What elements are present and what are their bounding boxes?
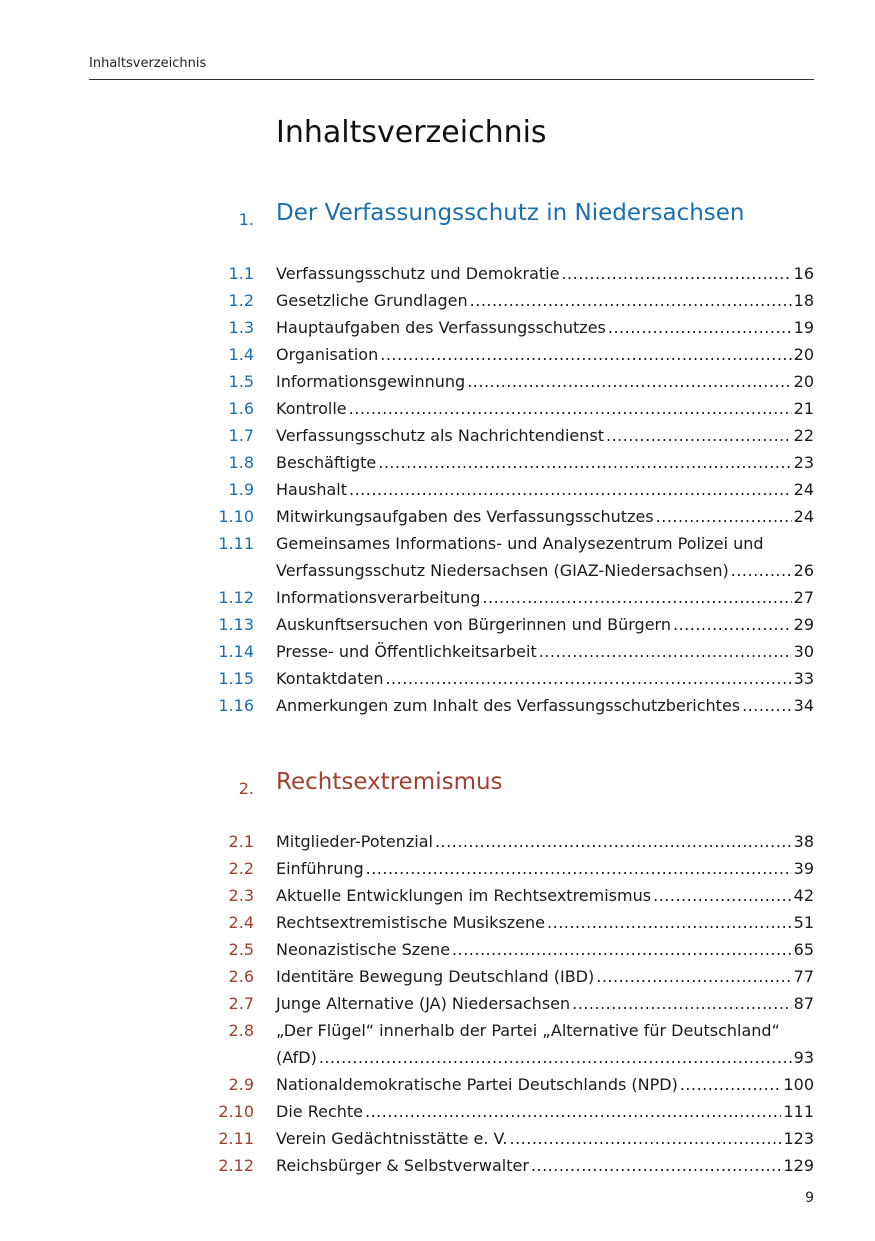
toc-entry-text	[276, 638, 814, 665]
toc-entry[interactable]	[0, 314, 875, 341]
toc-entry-number: 2.10	[218, 1102, 254, 1121]
chapter-number: 1.	[238, 210, 254, 229]
toc-entry-text	[276, 665, 814, 692]
toc-entry-page: 23	[793, 453, 814, 472]
toc-entry-page: 100	[783, 1075, 814, 1094]
toc-entry-text	[276, 368, 814, 395]
toc-entry-number: 1.2	[228, 291, 254, 310]
toc-entry[interactable]	[0, 1098, 875, 1125]
toc-entry-number: 1.13	[218, 615, 254, 634]
toc-entry-page: 20	[793, 372, 814, 391]
toc-entry[interactable]	[0, 1071, 875, 1098]
toc-entry-text	[276, 341, 814, 368]
toc-entry-text	[276, 936, 814, 963]
toc-entry-title: Presse- und Öffentlichkeitsarbeit	[276, 642, 537, 661]
dot-leader	[366, 855, 792, 882]
toc-entry-page: 129	[783, 1156, 814, 1175]
toc-entry-number: 1.5	[228, 372, 254, 391]
toc-entry-title: Anmerkungen zum Inhalt des Verfassungsschutzberichtes	[276, 696, 741, 715]
header-rule	[89, 79, 814, 80]
dot-leader	[531, 1152, 782, 1179]
toc-entry[interactable]	[0, 1017, 875, 1071]
toc-entry-page: 93	[793, 1048, 814, 1067]
toc-entry-title: Mitwirkungsaufgaben des Verfassungsschutzes	[276, 507, 654, 526]
toc-entry-title: Informationsgewinnung	[276, 372, 466, 391]
toc-entry-title: Auskunftsersuchen von Bürgerinnen und Bürgern	[276, 615, 671, 634]
toc-entry[interactable]	[0, 584, 875, 611]
toc-list	[0, 828, 875, 1179]
toc-entry-text	[276, 1017, 814, 1071]
toc-entry[interactable]	[0, 692, 875, 719]
toc-entry-text	[276, 476, 814, 503]
chapter-title: Rechtsextremismus	[276, 769, 503, 795]
toc-entry-page: 51	[793, 913, 814, 932]
toc-entry-title: Verfassungsschutz Niedersachsen (GIAZ-Niedersachsen)	[276, 561, 729, 580]
toc-entry[interactable]	[0, 611, 875, 638]
chapter-number: 2.	[238, 779, 254, 798]
toc-entry-text	[276, 530, 814, 584]
toc-entry-title: Die Rechte	[276, 1102, 363, 1121]
toc-entry-number: 1.7	[228, 426, 254, 445]
toc-entry-number: 1.4	[228, 345, 254, 364]
toc-entry[interactable]	[0, 476, 875, 503]
toc-entry-number: 2.1	[228, 832, 254, 851]
dot-leader	[561, 260, 791, 287]
dot-leader	[435, 828, 792, 855]
toc-entry-page: 21	[793, 399, 814, 418]
toc-entry[interactable]	[0, 828, 875, 855]
toc-entry[interactable]	[0, 422, 875, 449]
dot-leader	[319, 1044, 792, 1071]
toc-entry-text	[276, 882, 814, 909]
dot-leader	[467, 368, 791, 395]
toc-entry-number: 1.11	[218, 534, 254, 553]
toc-entry-page: 30	[793, 642, 814, 661]
toc-entry-title: Junge Alternative (JA) Niedersachsen	[276, 994, 571, 1013]
dot-leader	[673, 611, 792, 638]
dot-leader	[572, 990, 792, 1017]
toc-entry-number: 2.7	[228, 994, 254, 1013]
toc-entry-number: 2.3	[228, 886, 254, 905]
toc-entry[interactable]	[0, 855, 875, 882]
dot-leader	[680, 1071, 782, 1098]
dot-leader	[608, 314, 792, 341]
toc-entry-title: Verein Gedächtnisstätte e. V.	[276, 1129, 508, 1148]
toc-entry[interactable]	[0, 503, 875, 530]
dot-leader	[510, 1125, 782, 1152]
toc-entry-number: 2.12	[218, 1156, 254, 1175]
toc-entry-title-line: Gemeinsames Informations- und Analysezentrum Polizei und	[276, 534, 764, 553]
toc-entry-text	[276, 828, 814, 855]
toc-entry-page: 39	[793, 859, 814, 878]
dot-leader	[656, 503, 792, 530]
toc-entry-text	[276, 692, 814, 719]
dot-leader	[378, 449, 791, 476]
toc-entry-title: Verfassungsschutz als Nachrichtendienst	[276, 426, 604, 445]
toc-entry-page: 29	[793, 615, 814, 634]
toc-entry-text	[276, 611, 814, 638]
toc-entry-page: 18	[793, 291, 814, 310]
toc-entry-title: Haushalt	[276, 480, 347, 499]
toc-entry-title: Organisation	[276, 345, 379, 364]
toc-entry-page: 65	[793, 940, 814, 959]
chapter-title: Der Verfassungsschutz in Niedersachsen	[276, 200, 745, 226]
toc-entry[interactable]	[0, 1125, 875, 1152]
dot-leader	[596, 963, 791, 990]
toc-entry-text	[276, 909, 814, 936]
toc-entry-text	[276, 963, 814, 990]
dot-leader	[547, 909, 792, 936]
toc-entry-page: 24	[793, 507, 814, 526]
toc-entry-page: 34	[793, 696, 814, 715]
toc-entry-text	[276, 1098, 814, 1125]
toc-entry[interactable]	[0, 990, 875, 1017]
toc-entry[interactable]	[0, 260, 875, 287]
dot-leader	[349, 476, 792, 503]
toc-entry-title: Reichsbürger & Selbstverwalter	[276, 1156, 529, 1175]
dot-leader	[385, 665, 791, 692]
toc-entry-page: 20	[793, 345, 814, 364]
dot-leader	[731, 557, 792, 584]
toc-entry-page: 87	[793, 994, 814, 1013]
toc-entry-number: 1.14	[218, 642, 254, 661]
toc-entry-text	[276, 990, 814, 1017]
toc-entry-page: 19	[793, 318, 814, 337]
toc-entry-number: 1.12	[218, 588, 254, 607]
toc-entry-page: 22	[793, 426, 814, 445]
toc-entry[interactable]	[0, 963, 875, 990]
dot-leader	[470, 287, 792, 314]
toc-entry-title: Identitäre Bewegung Deutschland (IBD)	[276, 967, 595, 986]
dot-leader	[452, 936, 792, 963]
toc-entry-title-line: „Der Flügel“ innerhalb der Partei „Alternative für Deutschland“	[276, 1021, 780, 1040]
toc-entry-page: 24	[793, 480, 814, 499]
toc-entry-text	[276, 287, 814, 314]
chapter-heading[interactable]	[0, 200, 875, 240]
toc-entry-page: 26	[793, 561, 814, 580]
toc-entry-text	[276, 422, 814, 449]
toc-list	[0, 260, 875, 719]
toc-entry-number: 2.4	[228, 913, 254, 932]
toc-entry-number: 2.6	[228, 967, 254, 986]
running-head: Inhaltsverzeichnis	[89, 56, 207, 71]
toc-entry-title: Informationsverarbeitung	[276, 588, 481, 607]
toc-entry-page: 33	[793, 669, 814, 688]
toc-entry-number: 2.2	[228, 859, 254, 878]
dot-leader	[606, 422, 792, 449]
toc-entry-title: Kontaktdaten	[276, 669, 384, 688]
toc-entry-number: 1.15	[218, 669, 254, 688]
toc-entry-page: 77	[793, 967, 814, 986]
toc-entry-title: Gesetzliche Grundlagen	[276, 291, 468, 310]
toc-entry-title: Rechtsextremistische Musikszene	[276, 913, 546, 932]
toc-entry[interactable]	[0, 665, 875, 692]
toc-entry-page: 111	[783, 1102, 814, 1121]
dot-leader	[380, 341, 791, 368]
dot-leader	[742, 692, 792, 719]
toc-entry-title: Kontrolle	[276, 399, 347, 418]
toc-entry-text	[276, 1071, 814, 1098]
toc-entry-title: Einführung	[276, 859, 364, 878]
page-number: 9	[805, 1190, 814, 1206]
dot-leader	[539, 638, 792, 665]
toc-entry-title: Aktuelle Entwicklungen im Rechtsextremismus	[276, 886, 652, 905]
toc-entry-text	[276, 503, 814, 530]
toc-entry[interactable]	[0, 530, 875, 584]
toc-entry-page: 27	[793, 588, 814, 607]
dot-leader	[653, 882, 792, 909]
toc-entry-page: 123	[783, 1129, 814, 1148]
toc-entry-number: 2.11	[218, 1129, 254, 1148]
toc-entry-number: 1.3	[228, 318, 254, 337]
toc-entry-number: 1.10	[218, 507, 254, 526]
toc-entry-title: Hauptaufgaben des Verfassungsschutzes	[276, 318, 606, 337]
toc-entry-title: Neonazistische Szene	[276, 940, 451, 959]
toc-entry[interactable]	[0, 882, 875, 909]
toc-entry-text	[276, 1152, 814, 1179]
toc-entry-title: Beschäftigte	[276, 453, 377, 472]
dot-leader	[365, 1098, 781, 1125]
toc-entry-text	[276, 395, 814, 422]
toc-entry-page: 42	[793, 886, 814, 905]
toc-entry-title: (AfD)	[276, 1048, 317, 1067]
toc-entry[interactable]	[0, 936, 875, 963]
toc-entry[interactable]	[0, 341, 875, 368]
toc-entry-text	[276, 260, 814, 287]
dot-leader	[349, 395, 792, 422]
toc-entry-number: 2.9	[228, 1075, 254, 1094]
toc-entry-number: 1.16	[218, 696, 254, 715]
toc-entry[interactable]	[0, 449, 875, 476]
toc-entry-page: 38	[793, 832, 814, 851]
toc-entry-text	[276, 584, 814, 611]
toc-entry[interactable]	[0, 638, 875, 665]
toc-entry[interactable]	[0, 1152, 875, 1179]
toc-entry-text	[276, 314, 814, 341]
toc-entry-page: 16	[793, 264, 814, 283]
toc-entry-title: Verfassungsschutz und Demokratie	[276, 264, 560, 283]
toc-entry-text	[276, 855, 814, 882]
toc-entry-title: Nationaldemokratische Partei Deutschlands (NPD)	[276, 1075, 678, 1094]
chapter-heading[interactable]	[0, 769, 875, 809]
dot-leader	[482, 584, 791, 611]
toc-entry-number: 1.9	[228, 480, 254, 499]
toc-entry-text	[276, 1125, 814, 1152]
toc-entry-number: 1.6	[228, 399, 254, 418]
toc-entry-title: Mitglieder-Potenzial	[276, 832, 433, 851]
toc-entry-number: 2.8	[228, 1021, 254, 1040]
toc-entry-number: 2.5	[228, 940, 254, 959]
toc-entry[interactable]	[0, 909, 875, 936]
page-title: Inhaltsverzeichnis	[276, 115, 547, 150]
toc-entry[interactable]	[0, 287, 875, 314]
toc-entry[interactable]	[0, 368, 875, 395]
toc-entry-number: 1.8	[228, 453, 254, 472]
toc-entry[interactable]	[0, 395, 875, 422]
toc-entry-text	[276, 449, 814, 476]
toc-entry-number: 1.1	[228, 264, 254, 283]
